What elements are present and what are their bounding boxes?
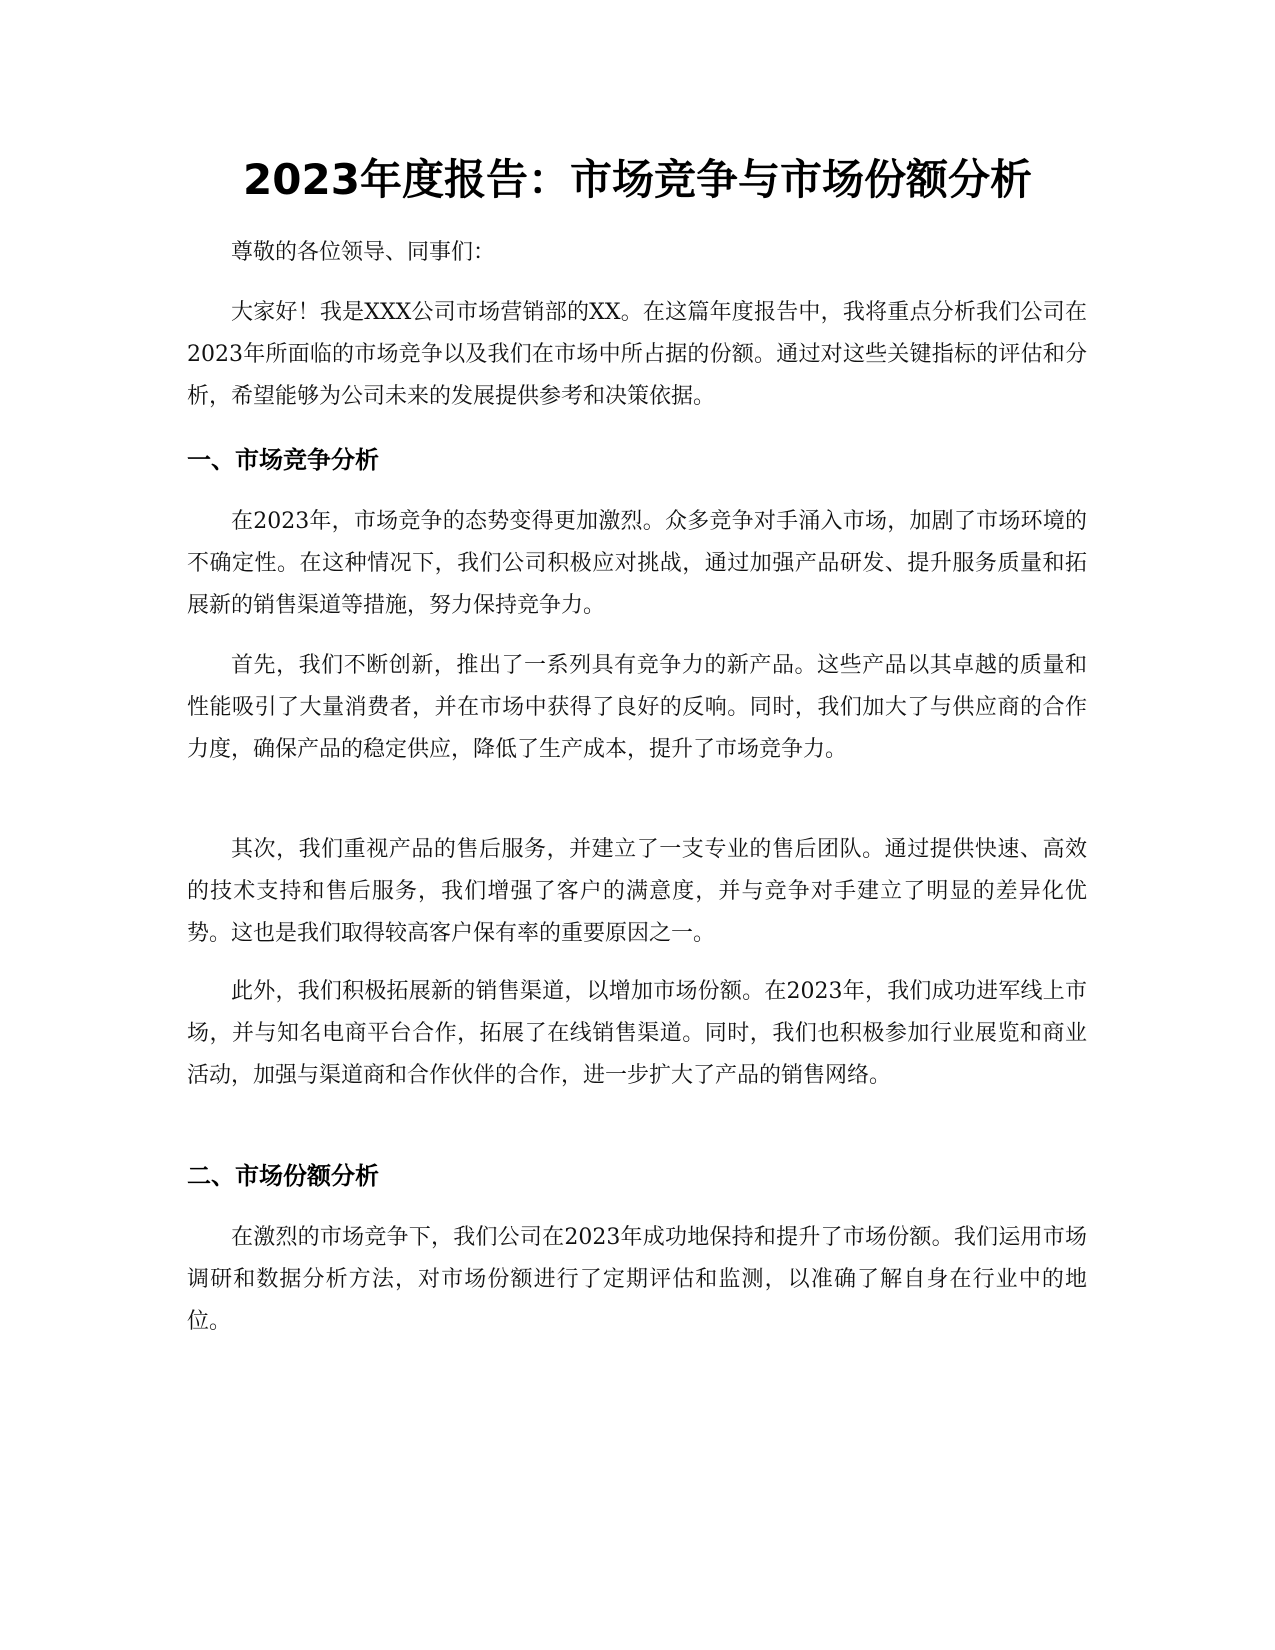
competition-paragraph-3: 其次，我们重视产品的售后服务，并建立了一支专业的售后团队。通过提供快速、高效的技术支持和售后服务，我们增强了客户的满意度，并与竞争对手建立了明显的差异化优势。这也是我们取得较高客户保有率的重要原因之一。 xyxy=(187,837,1087,946)
competition-paragraph-4: 此外，我们积极拓展新的销售渠道，以增加市场份额。在2023年，我们成功进军线上市场，并与知名电商平台合作，拓展了在线销售渠道。同时，我们也积极参加行业展览和商业活动，加强与渠道商和合作伙伴的合作，进一步扩大了产品的销售网络。 xyxy=(187,979,1087,1088)
greeting-paragraph: 尊敬的各位领导、同事们： xyxy=(231,240,496,265)
competition-paragraph-1: 在2023年，市场竞争的态势变得更加激烈。众多竞争对手涌入市场，加剧了市场环境的不确定性。在这种情况下，我们公司积极应对挑战，通过加强产品研发、提升服务质量和拓展新的销售渠道等措施，努力保持竞争力。 xyxy=(187,509,1087,618)
market-share-paragraph-1: 在激烈的市场竞争下，我们公司在2023年成功地保持和提升了市场份额。我们运用市场调研和数据分析方法，对市场份额进行了定期评估和监测，以准确了解自身在行业中的地位。 xyxy=(187,1225,1087,1334)
section-heading-competition: 一、市场竞争分析 xyxy=(187,446,379,474)
intro-paragraph: 大家好！我是XXX公司市场营销部的XX。在这篇年度报告中，我将重点分析我们公司在2023年所面临的市场竞争以及我们在市场中所占据的份额。通过对这些关键指标的评估和分析，希望能够为公司未来的发展提供参考和决策依据。 xyxy=(187,300,1087,409)
section-heading-market-share: 二、市场份额分析 xyxy=(187,1162,379,1190)
competition-paragraph-2: 首先，我们不断创新，推出了一系列具有竞争力的新产品。这些产品以其卓越的质量和性能吸引了大量消费者，并在市场中获得了良好的反响。同时，我们加大了与供应商的合作力度，确保产品的稳定供应，降低了生产成本，提升了市场竞争力。 xyxy=(187,653,1087,762)
page-title: 2023年度报告：市场竞争与市场份额分析 xyxy=(243,155,1032,204)
